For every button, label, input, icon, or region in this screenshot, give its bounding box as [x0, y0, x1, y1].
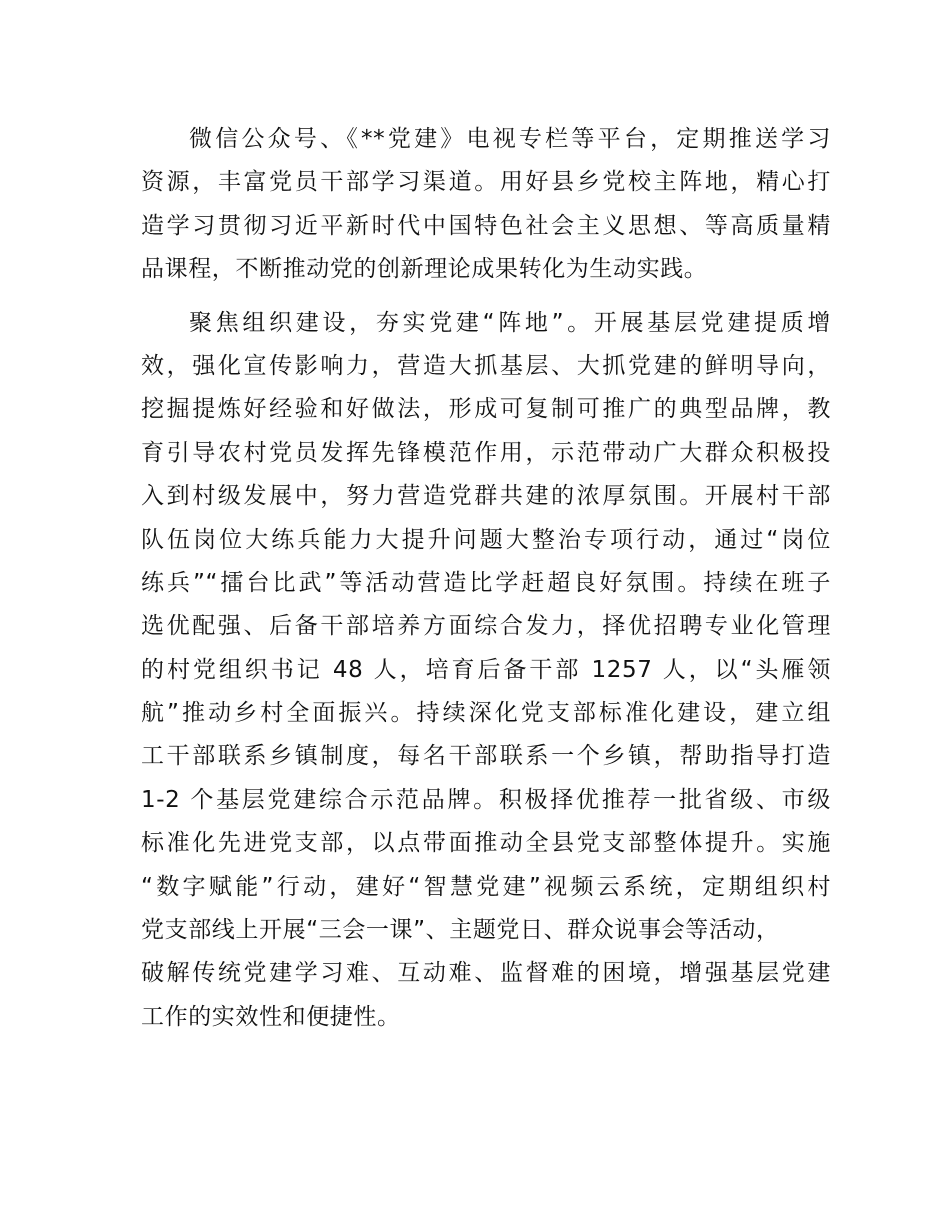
text-line: 队伍岗位大练兵能力大提升问题大整治专项行动，通过“岗位 — [141, 526, 831, 553]
text-line: 品课程，不断推动党的创新理论成果转化为生动实践。 — [141, 256, 708, 283]
text-line: 标准化先进党支部，以点带面推动全县党支部整体提升。实施 — [141, 830, 831, 857]
text-line: 挖掘提炼好经验和好做法，形成可复制可推广的典型品牌，教 — [141, 396, 831, 423]
text-line: 航”推动乡村全面振兴。持续深化党支部标准化建设，建立组 — [141, 700, 831, 727]
text-line: 党支部线上开展“三会一课”、主题党日、群众说事会等活动， — [141, 917, 780, 944]
text-line: 练兵”“擂台比武”等活动营造比学赶超良好氛围。持续在班子 — [141, 569, 831, 596]
text-line: 造学习贯彻习近平新时代中国特色社会主义思想、等高质量精 — [141, 212, 831, 239]
text-line: 育引导农村党员发挥先锋模范作用，示范带动广大群众积极投 — [141, 439, 831, 466]
text-line: 选优配强、后备干部培养方面综合发力，择优招聘专业化管理 — [141, 613, 831, 640]
text-line: 微信公众号、《**党建》电视专栏等平台，定期推送学习 — [189, 126, 831, 152]
document-body — [141, 118, 831, 1039]
text-line: 聚焦组织建设，夯实党建“阵地”。开展基层党建提质增 — [189, 309, 831, 336]
text-line: 入到村级发展中，努力营造党群共建的浓厚氛围。开展村干部 — [141, 483, 831, 510]
text-line: 工作的实效性和便捷性。 — [141, 1003, 401, 1030]
paragraph-spacing — [141, 292, 831, 302]
text-line: 1-2 个基层党建综合示范品牌。积极择优推荐一批省级、市级 — [141, 786, 831, 813]
text-line: 工干部联系乡镇制度，每名干部联系一个乡镇，帮助指导打造 — [141, 743, 831, 770]
text-line: “数字赋能”行动，建好“智慧党建”视频云系统，定期组织村 — [141, 873, 831, 900]
text-line: 破解传统党建学习难、互动难、监督难的困境，增强基层党建 — [141, 960, 831, 987]
text-line: 效，强化宣传影响力，营造大抓基层、大抓党建的鲜明导向， — [141, 352, 831, 379]
paragraph-1 — [141, 118, 831, 292]
paragraph-2 — [141, 302, 831, 1040]
text-line: 的村党组织书记 48 人，培育后备干部 1257 人，以“头雁领 — [141, 656, 831, 683]
text-line: 资源，丰富党员干部学习渠道。用好县乡党校主阵地，精心打 — [141, 169, 831, 196]
